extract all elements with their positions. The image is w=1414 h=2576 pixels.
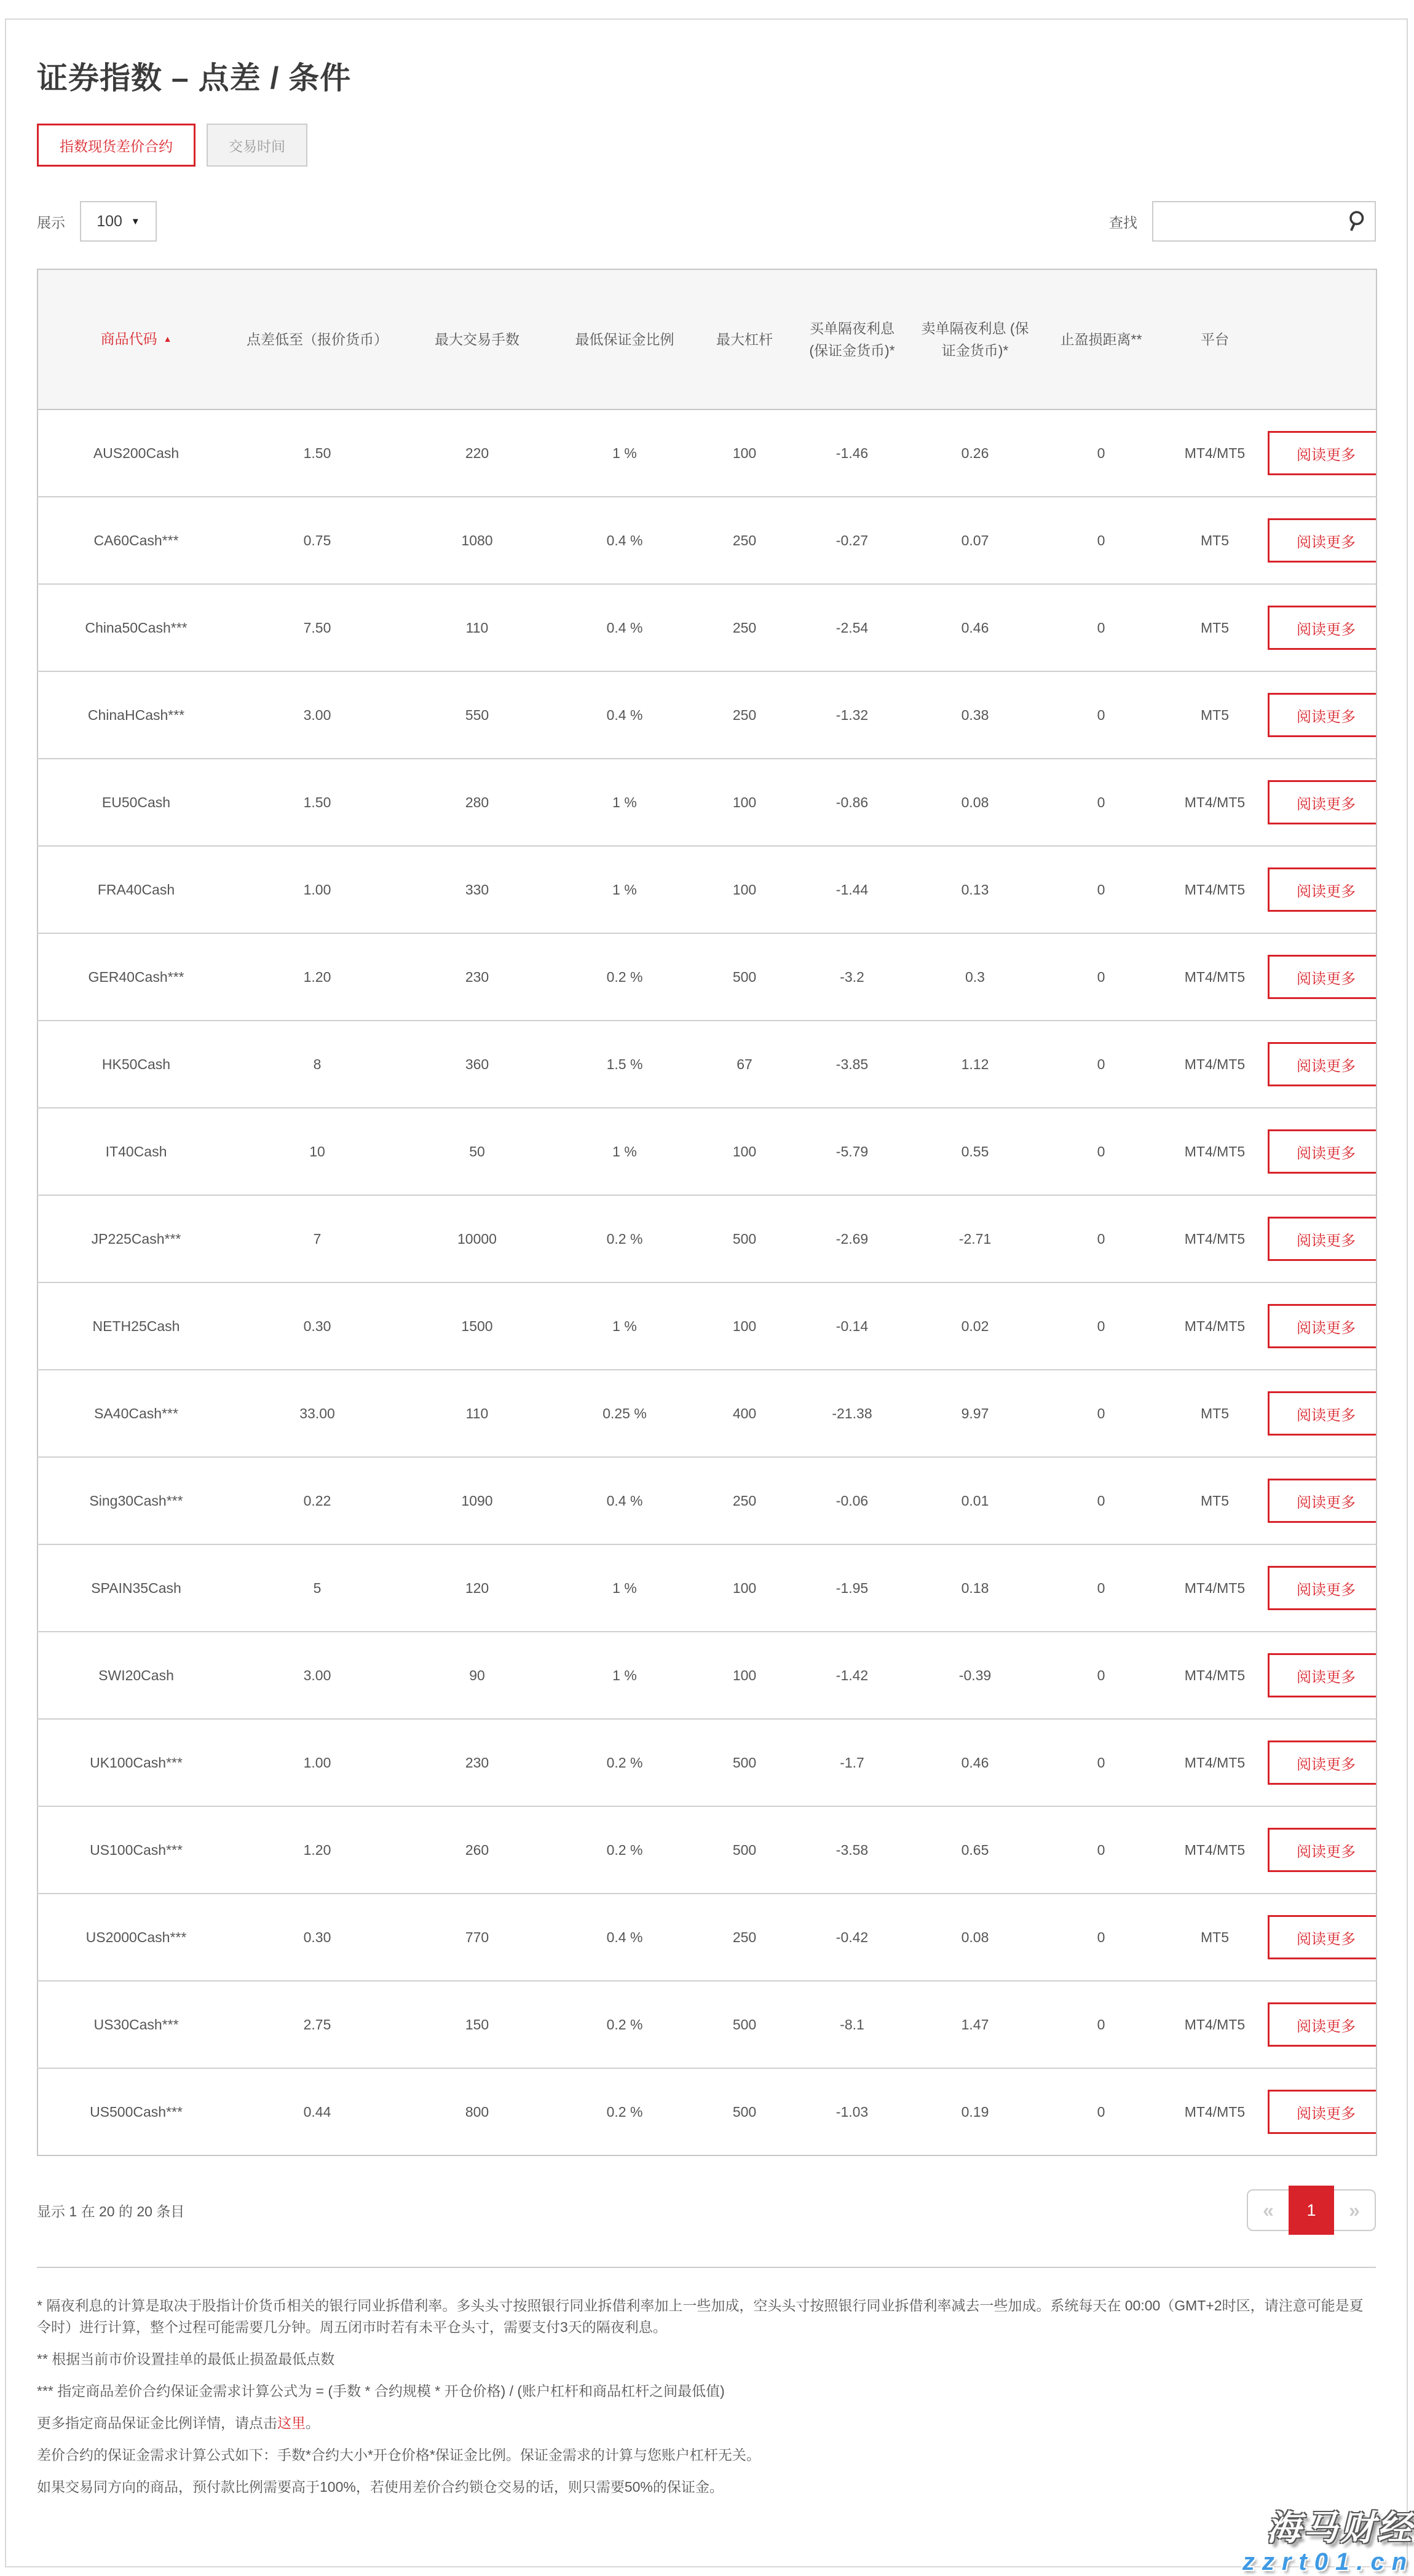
value-cell: 8 [234,1021,400,1108]
value-cell: 2.75 [234,1981,400,2068]
value-cell: 0.46 [910,584,1040,671]
value-cell: 0.44 [234,2068,400,2155]
read-more-button[interactable]: 阅读更多 [1268,693,1376,737]
search-input[interactable] [1153,202,1375,240]
value-cell: 0.22 [234,1457,400,1544]
value-cell: 0.2 % [554,1195,695,1282]
value-cell: 0 [1040,1282,1163,1370]
value-cell: 0.3 [910,933,1040,1021]
value-cell: 0.26 [910,409,1040,497]
table-header-row [38,269,1376,409]
value-cell: -0.42 [794,1894,910,1981]
symbol-cell: US30Cash*** [38,1981,234,2068]
read-more-button[interactable]: 阅读更多 [1268,1217,1376,1261]
value-cell: 0 [1040,933,1163,1021]
value-cell: 0.30 [234,1282,400,1370]
actions-cell [1267,846,1376,933]
column-header-label: 商品代码 [100,330,157,347]
actions-cell [1267,933,1376,1021]
show-label: 展示 [37,214,65,231]
value-cell: 0.4 % [554,1457,695,1544]
value-cell: 1.5 % [554,1021,695,1108]
symbol-cell: IT40Cash [38,1108,234,1195]
actions-cell [1267,2068,1376,2155]
entries-summary: 显示 1 在 20 的 20 条目 [37,2203,185,2219]
value-cell: MT4/MT5 [1163,1195,1267,1282]
table-controls [37,201,1376,242]
read-more-button[interactable]: 阅读更多 [1268,955,1376,999]
watermark-url: zzrt01.cn [1242,2548,1414,2575]
symbol-cell: US2000Cash*** [38,1894,234,1981]
value-cell: 0 [1040,1021,1163,1108]
value-cell: -3.85 [794,1021,910,1108]
value-cell: 0 [1040,584,1163,671]
tab-bar [37,124,1376,167]
value-cell: -5.79 [794,1108,910,1195]
actions-cell [1267,759,1376,846]
value-cell: 1.20 [234,933,400,1021]
value-cell: 260 [400,1806,554,1894]
value-cell: 250 [695,1457,794,1544]
value-cell: 0.19 [910,2068,1040,2155]
table-row [38,497,1376,584]
column-header-3[interactable]: 最低保证金比例 [554,269,695,409]
value-cell: 90 [400,1632,554,1719]
symbol-cell: SPAIN35Cash [38,1544,234,1632]
value-cell: MT4/MT5 [1163,933,1267,1021]
value-cell: 0 [1040,846,1163,933]
actions-cell [1267,1719,1376,1806]
read-more-button[interactable]: 阅读更多 [1268,2002,1376,2047]
read-more-button[interactable]: 阅读更多 [1268,1915,1376,1959]
value-cell: -1.32 [794,671,910,759]
value-cell: 1 % [554,846,695,933]
value-cell: MT4/MT5 [1163,1282,1267,1370]
here-link[interactable]: 这里 [277,2415,306,2431]
search-group [1109,201,1376,242]
value-cell: 1500 [400,1282,554,1370]
table-footer [37,2189,1376,2231]
actions-cell [1267,409,1376,497]
column-header-5[interactable]: 买单隔夜利息 (保证金货币)* [794,269,910,409]
value-cell: 1.20 [234,1806,400,1894]
value-cell: 100 [695,759,794,846]
symbol-cell: US500Cash*** [38,2068,234,2155]
table-row [38,1282,1376,1370]
footnote: *** 指定商品差价合约保证金需求计算公式为 = (手数 * 合约规模 * 开仓价格) / (账户杠杆和商品杠杆之间最低值) [37,2383,725,2399]
read-more-button[interactable]: 阅读更多 [1268,1653,1376,1697]
footnote: 差价合约的保证金需求计算公式如下：手数*合约大小*开仓价格*保证金比例。保证金需求的计算与您账户杠杆无关。 [37,2447,760,2463]
value-cell: 0 [1040,1544,1163,1632]
footnote: * 隔夜利息的计算是取决于股指计价货币相关的银行同业拆借利率。多头头寸按照银行同业拆借利率加上一些加成，空头头寸按照银行同业拆借利率减去一些加成。系统每天在 00:00（GMT+2时区，请注意可能是夏令时）进行计算，整个过程可能需要几分钟。周五闭市时若有未平仓头寸，需要支付3天的隔夜利息。 [37,2297,1364,2335]
value-cell: MT4/MT5 [1163,1719,1267,1806]
value-cell: 550 [400,671,554,759]
table-row [38,759,1376,846]
value-cell: 100 [695,1108,794,1195]
table-row [38,1370,1376,1457]
read-more-button[interactable]: 阅读更多 [1268,431,1376,475]
value-cell: 3.00 [234,1632,400,1719]
value-cell: MT4/MT5 [1163,1632,1267,1719]
symbol-cell: GER40Cash*** [38,933,234,1021]
value-cell: 1 % [554,1108,695,1195]
search-box [1152,201,1376,242]
actions-cell [1267,497,1376,584]
table-row [38,1021,1376,1108]
pagination-next-button[interactable]: » [1334,2191,1375,2230]
value-cell: 0.65 [910,1806,1040,1894]
actions-cell [1267,1981,1376,2068]
read-more-button[interactable]: 阅读更多 [1268,1740,1376,1785]
value-cell: 220 [400,409,554,497]
value-cell: 0 [1040,759,1163,846]
table-row [38,846,1376,933]
value-cell: 1.50 [234,409,400,497]
actions-cell [1267,1282,1376,1370]
value-cell: 1 % [554,1544,695,1632]
value-cell: MT4/MT5 [1163,1544,1267,1632]
read-more-button[interactable]: 阅读更多 [1268,1129,1376,1174]
value-cell: 0.4 % [554,584,695,671]
value-cell: 0 [1040,1719,1163,1806]
read-more-button[interactable]: 阅读更多 [1268,2090,1376,2134]
value-cell: 250 [695,584,794,671]
symbol-cell: HK50Cash [38,1021,234,1108]
table-row [38,1632,1376,1719]
value-cell: -1.03 [794,2068,910,2155]
column-header-1[interactable]: 点差低至（报价货币） [234,269,400,409]
value-cell: 280 [400,759,554,846]
value-cell: 0 [1040,2068,1163,2155]
value-cell: MT5 [1163,1457,1267,1544]
value-cell: 0 [1040,1370,1163,1457]
read-more-button[interactable]: 阅读更多 [1268,1304,1376,1348]
value-cell: MT4/MT5 [1163,846,1267,933]
value-cell: 0 [1040,671,1163,759]
value-cell: 0.08 [910,1894,1040,1981]
value-cell: 1 % [554,1632,695,1719]
value-cell: 3.00 [234,671,400,759]
value-cell: MT4/MT5 [1163,759,1267,846]
value-cell: -1.7 [794,1719,910,1806]
actions-cell [1267,1370,1376,1457]
read-more-button[interactable]: 阅读更多 [1268,1042,1376,1086]
value-cell: 67 [695,1021,794,1108]
value-cell: 50 [400,1108,554,1195]
footnote-text: 更多指定商品保证金比例详情，请点击 [37,2415,277,2431]
value-cell: -0.86 [794,759,910,846]
table-row [38,1108,1376,1195]
value-cell: 800 [400,2068,554,2155]
value-cell: MT5 [1163,584,1267,671]
value-cell: 770 [400,1894,554,1981]
value-cell: 1.00 [234,846,400,933]
page-size-group [37,201,157,242]
value-cell: -1.95 [794,1544,910,1632]
value-cell: MT4/MT5 [1163,409,1267,497]
value-cell: 0.01 [910,1457,1040,1544]
table-row [38,584,1376,671]
value-cell: 500 [695,1981,794,2068]
pagination [1247,2189,1376,2231]
sort-asc-icon: ▲ [163,333,172,344]
value-cell: 0.18 [910,1544,1040,1632]
table-row [38,2068,1376,2155]
value-cell: MT5 [1163,1370,1267,1457]
value-cell: 0.38 [910,671,1040,759]
value-cell: 1.50 [234,759,400,846]
column-header-8[interactable]: 平台 [1163,269,1267,409]
value-cell: -2.69 [794,1195,910,1282]
value-cell: 5 [234,1544,400,1632]
value-cell: 7.50 [234,584,400,671]
value-cell: 10 [234,1108,400,1195]
value-cell: 0.55 [910,1108,1040,1195]
value-cell: 0.2 % [554,1719,695,1806]
tab-trading-hours[interactable]: 交易时间 [207,124,307,167]
table-row [38,1457,1376,1544]
value-cell: 1 % [554,409,695,497]
table-row [38,671,1376,759]
value-cell: 0 [1040,1806,1163,1894]
value-cell: 0.2 % [554,933,695,1021]
table-row [38,1894,1376,1981]
value-cell: MT5 [1163,1894,1267,1981]
value-cell: 230 [400,1719,554,1806]
table-row [38,1195,1376,1282]
value-cell: 0 [1040,1108,1163,1195]
column-header-4[interactable]: 最大杠杆 [695,269,794,409]
value-cell: 0.2 % [554,1806,695,1894]
value-cell: 0.13 [910,846,1040,933]
tab-index-cash-cfd[interactable]: 指数现货差价合约 [37,124,196,167]
value-cell: -3.58 [794,1806,910,1894]
value-cell: 1.00 [234,1719,400,1806]
value-cell: 0 [1040,1195,1163,1282]
value-cell: 500 [695,1195,794,1282]
value-cell: 0.4 % [554,671,695,759]
value-cell: MT4/MT5 [1163,1981,1267,2068]
value-cell: 7 [234,1195,400,1282]
footnote: ** 根据当前市价设置挂单的最低止损盈最低点数 [37,2351,335,2367]
value-cell: MT4/MT5 [1163,2068,1267,2155]
value-cell: 0 [1040,1981,1163,2068]
value-cell: 0.25 % [554,1370,695,1457]
value-cell: 0 [1040,409,1163,497]
value-cell: 250 [695,1894,794,1981]
value-cell: -0.06 [794,1457,910,1544]
value-cell: 1.47 [910,1981,1040,2068]
pagination-prev-button[interactable]: « [1248,2191,1289,2230]
actions-cell [1267,671,1376,759]
footnote-text: 。 [306,2415,320,2431]
table-body [38,409,1376,2155]
value-cell: -0.27 [794,497,910,584]
value-cell: 1.12 [910,1021,1040,1108]
value-cell: 0 [1040,1457,1163,1544]
value-cell: 150 [400,1981,554,2068]
symbol-cell: Sing30Cash*** [38,1457,234,1544]
value-cell: 250 [695,497,794,584]
column-header-actions [1267,269,1376,409]
actions-cell [1267,1195,1376,1282]
value-cell: 500 [695,1719,794,1806]
value-cell: -0.39 [910,1632,1040,1719]
value-cell: 100 [695,409,794,497]
footnote [37,2412,1376,2434]
value-cell: -1.46 [794,409,910,497]
read-more-button[interactable]: 阅读更多 [1268,1566,1376,1610]
value-cell: 1090 [400,1457,554,1544]
value-cell: MT4/MT5 [1163,1806,1267,1894]
table-row [38,933,1376,1021]
column-header-0[interactable] [38,269,234,409]
value-cell: MT4/MT5 [1163,1021,1267,1108]
value-cell: 33.00 [234,1370,400,1457]
actions-cell [1267,584,1376,671]
value-cell: 0.4 % [554,1894,695,1981]
value-cell: -1.44 [794,846,910,933]
value-cell: 0.08 [910,759,1040,846]
pagination-page-1[interactable]: 1 [1289,2186,1334,2235]
page-size-select[interactable] [80,201,157,242]
value-cell: 250 [695,671,794,759]
instruments-table-wrap [37,269,1376,2156]
page-frame [5,18,1408,2567]
search-icon [1345,209,1367,234]
symbol-cell: ChinaHCash*** [38,671,234,759]
symbol-cell: AUS200Cash [38,409,234,497]
read-more-button[interactable]: 阅读更多 [1268,780,1376,824]
value-cell: -1.42 [794,1632,910,1719]
column-header-2[interactable]: 最大交易手数 [400,269,554,409]
value-cell: -2.54 [794,584,910,671]
actions-cell [1267,1544,1376,1632]
search-label: 查找 [1109,214,1137,231]
read-more-button[interactable]: 阅读更多 [1268,1479,1376,1523]
page-size-value: 100 [97,212,122,230]
actions-cell [1267,1632,1376,1719]
actions-cell [1267,1021,1376,1108]
read-more-button[interactable]: 阅读更多 [1268,1828,1376,1872]
actions-cell [1267,1108,1376,1195]
watermark-brand: 海马财经 [1266,2508,1414,2548]
value-cell: 10000 [400,1195,554,1282]
value-cell: -8.1 [794,1981,910,2068]
footnote: 如果交易同方向的商品，预付款比例需要高于100%，若使用差价合约锁仓交易的话，则只需要50%的保证金。 [37,2479,724,2495]
value-cell: 0.46 [910,1719,1040,1806]
table-row [38,409,1376,497]
symbol-cell: JP225Cash*** [38,1195,234,1282]
value-cell: 120 [400,1544,554,1632]
value-cell: 500 [695,1806,794,1894]
column-header-7[interactable]: 止盈损距离** [1040,269,1163,409]
value-cell: MT5 [1163,671,1267,759]
value-cell: 0.4 % [554,497,695,584]
value-cell: MT4/MT5 [1163,1108,1267,1195]
actions-cell [1267,1806,1376,1894]
value-cell: 0.30 [234,1894,400,1981]
column-header-6[interactable]: 卖单隔夜利息 (保证金货币)* [910,269,1040,409]
value-cell: 0.75 [234,497,400,584]
read-more-button[interactable]: 阅读更多 [1268,606,1376,650]
value-cell: 1 % [554,1282,695,1370]
value-cell: 0.02 [910,1282,1040,1370]
instruments-table [37,269,1377,2156]
read-more-button[interactable]: 阅读更多 [1268,867,1376,912]
value-cell: 230 [400,933,554,1021]
actions-cell [1267,1457,1376,1544]
value-cell: 9.97 [910,1370,1040,1457]
table-row [38,1719,1376,1806]
symbol-cell: UK100Cash*** [38,1719,234,1806]
symbol-cell: US100Cash*** [38,1806,234,1894]
footnotes [37,2268,1376,2498]
value-cell: 100 [695,1282,794,1370]
content-area [6,53,1407,2498]
value-cell: 0 [1040,1894,1163,1981]
table-row [38,1806,1376,1894]
value-cell: 110 [400,1370,554,1457]
value-cell: -21.38 [794,1370,910,1457]
value-cell: 0 [1040,497,1163,584]
value-cell: 330 [400,846,554,933]
value-cell: 400 [695,1370,794,1457]
value-cell: -2.71 [910,1195,1040,1282]
actions-cell [1267,1894,1376,1981]
value-cell: 0.2 % [554,2068,695,2155]
symbol-cell: FRA40Cash [38,846,234,933]
symbol-cell: EU50Cash [38,759,234,846]
value-cell: -3.2 [794,933,910,1021]
value-cell: 0.2 % [554,1981,695,2068]
value-cell: 0 [1040,1632,1163,1719]
symbol-cell: CA60Cash*** [38,497,234,584]
symbol-cell: SA40Cash*** [38,1370,234,1457]
symbol-cell: NETH25Cash [38,1282,234,1370]
value-cell: 1080 [400,497,554,584]
symbol-cell: SWI20Cash [38,1632,234,1719]
value-cell: 1 % [554,759,695,846]
value-cell: 500 [695,933,794,1021]
value-cell: -0.14 [794,1282,910,1370]
symbol-cell: China50Cash*** [38,584,234,671]
value-cell: 110 [400,584,554,671]
value-cell: 0.07 [910,497,1040,584]
read-more-button[interactable]: 阅读更多 [1268,1391,1376,1436]
read-more-button[interactable]: 阅读更多 [1268,518,1376,563]
value-cell: 100 [695,846,794,933]
value-cell: 360 [400,1021,554,1108]
value-cell: 100 [695,1632,794,1719]
table-row [38,1544,1376,1632]
table-row [38,1981,1376,2068]
value-cell: 500 [695,2068,794,2155]
chevron-down-icon: ▼ [130,216,140,227]
value-cell: 100 [695,1544,794,1632]
value-cell: MT5 [1163,497,1267,584]
page-title: 证券指数 – 点差 / 条件 [37,61,352,95]
